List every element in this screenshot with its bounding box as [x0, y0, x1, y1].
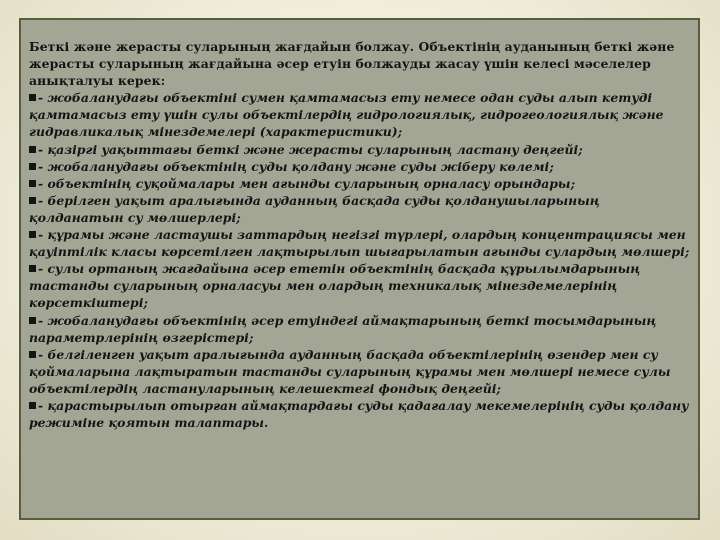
slide-frame	[19, 18, 700, 520]
requirements-list	[29, 89, 694, 431]
list-item-text: - қазіргі уақыттағы беткі және жерасты суларының ластану деңгейі;	[38, 141, 583, 157]
list-item	[29, 397, 694, 431]
bullet-icon	[29, 163, 36, 170]
bullet-icon	[29, 265, 36, 272]
slide-heading: Беткі және жерасты суларының жағдайын болжау. Объектінің ауданының беткі және жерасты суларының жағдайына әсер етуін болжауды жасау үшін келесі мәселелер анықталуы керек:	[29, 39, 675, 89]
list-item-text: - жобаланудағы объектінің суды қолдану және суды жіберу көлемі;	[38, 158, 554, 174]
bullet-icon	[29, 146, 36, 153]
list-item	[29, 346, 694, 397]
list-item	[29, 192, 694, 226]
list-item-text: - құрамы және ластаушы заттардың негізгі түрлері, олардың концентрациясы мен қауіптілік класы көрсетілген лақтырылып шығарылатын ағынды сулардың мөлшері;	[29, 227, 690, 260]
list-item	[29, 226, 694, 260]
bullet-icon	[29, 317, 36, 324]
list-item-text: - белгіленген уақыт аралығында ауданның басқада объектілерінің өзендер мен су қоймаларына лақтыратын тастанды суларының құрамы мен мөлшері немесе сулы объектілердің ластануларының келешектегі фондық деңгейі;	[29, 346, 671, 396]
list-item	[29, 141, 694, 158]
list-item	[29, 158, 694, 175]
list-item	[29, 89, 694, 140]
bullet-icon	[29, 197, 36, 204]
list-item-text: - жобаланудағы объектінің әсер етуіндегі аймақтарының беткі тосымдарының параметрлерінің өзгерістері;	[29, 312, 657, 345]
list-item-text: - қарастырылып отырған аймақтардағы суды қадағалау мекемелерінің суды қолдану режиміне қоятын талаптары.	[29, 397, 689, 431]
list-item-text: - объектінің суқоймалары мен ағынды суларының орналасу орындары;	[38, 175, 576, 191]
bullet-icon	[29, 231, 36, 238]
slide-text	[29, 38, 694, 431]
bullet-icon	[29, 402, 36, 409]
bullet-icon	[29, 180, 36, 187]
list-item	[29, 312, 694, 346]
list-item	[29, 175, 694, 192]
bullet-icon	[29, 351, 36, 358]
list-item-text: - жобаланудағы объектіні сумен қамтамасыз ету немесе одан суды алып кетуді қамтамасыз ету үшін сулы объектілердің гидрологиялық, гидрогеологиялық және гидравликалық мінездемелері (характеристики);	[29, 90, 664, 140]
list-item-text: - сулы ортаның жағдайына әсер ететін объектінің басқада құрылымдарының тастанды суларының орналасуы мен олардың техникалық мінездемелерінің көрсеткіштері;	[29, 261, 641, 311]
bullet-icon	[29, 94, 36, 101]
list-item	[29, 260, 694, 311]
list-item-text: - берілген уақыт аралығында ауданның басқада суды қолданушыларының қолданатын су мөлшерлері;	[29, 192, 600, 225]
